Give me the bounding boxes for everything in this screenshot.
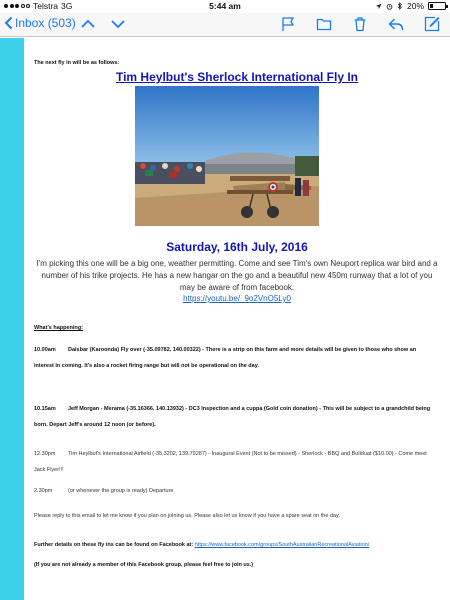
schedule-time: 2.30pm: [34, 488, 53, 494]
trash-icon[interactable]: [352, 16, 368, 32]
facebook-note: (If you are not already a member of this Facebook group, please feel free to join us.): [34, 562, 254, 568]
status-bar: [0, 0, 450, 13]
mail-toolbar: [0, 13, 450, 37]
chevron-down-icon[interactable]: [110, 16, 126, 32]
schedule-item: [34, 483, 434, 499]
whats-happening-heading: What's happening:: [34, 325, 83, 331]
facebook-link[interactable]: https://www.facebook.com/groups/SouthAustralianRecreationalAviation/: [194, 542, 370, 548]
mailbox-sidebar-strip: [0, 38, 24, 600]
event-title: Tim Heylbut's Sherlock International Fly In: [115, 70, 358, 84]
facebook-intro: Further details on these fly ins can be found on Facebook at:: [34, 542, 194, 548]
video-link[interactable]: https://youtu.be/_9o2VnO5Ly0: [183, 294, 291, 303]
network-label: 3G: [61, 1, 73, 11]
bluetooth-icon: [397, 2, 403, 10]
inbox-back-button[interactable]: [4, 16, 76, 30]
chevron-left-icon: [4, 16, 13, 30]
schedule-text: Daisbar (Karoonda) Fly over (-35.09782, 140.00322) - There is a strip on this farm and more details will be given to those who show an interest in coming. It's also a rocket firing range but will not be operational on the day.: [34, 347, 417, 369]
schedule-text: Tim Heylbut's International Airfield (-35.3202, 139.79287) - Inaugural Event (Not to be missed) - Sherlock - BBQ and Bullduat ($10.00) - Come meet Jack Flyer!!!: [34, 451, 427, 473]
reply-note: Please reply to this email to let me know if you plan on joining us. Please also let us know if you have a spare seat on the day.: [34, 513, 340, 519]
facebook-details: [34, 542, 439, 548]
battery-icon: [428, 2, 446, 10]
schedule-time: 12.30pm: [34, 451, 56, 457]
airfield-photo: [135, 86, 319, 226]
schedule-time: 10.15am: [34, 406, 56, 412]
schedule-item: [34, 401, 434, 433]
schedule-text: Jeff Morgan - Merama (-35.16366, 140.13932) - DC3 Inspection and a cuppa (Gold coin donation) - This will be subject to a grandchild being born. Depart Jeff's around 12 noon (or before).: [34, 406, 431, 428]
intro-text: The next fly in will be as follows:: [34, 60, 120, 66]
schedule-time: 10.00am: [34, 347, 56, 353]
event-description: I'm picking this one will be a big one, weather permitting. Come and see Tim's own Neuport replica war bird and a number of his trike projects. He has a new hangar on the go and a beautiful new 450m runway that a lot of you may be aware of from facebook.: [36, 259, 438, 292]
compose-icon[interactable]: [424, 16, 440, 32]
schedule-item: [34, 446, 434, 478]
message-actions: [280, 16, 440, 32]
schedule-item: [34, 342, 434, 374]
message-navigation: [80, 16, 126, 32]
event-photo: [135, 86, 319, 226]
status-right: [375, 1, 446, 11]
clock: 5:44 am: [209, 1, 241, 11]
alarm-icon: [386, 3, 393, 10]
event-date: Saturday, 16th July, 2016: [166, 240, 308, 254]
location-icon: [375, 3, 382, 10]
carrier-label: Telstra: [33, 1, 59, 11]
folder-icon[interactable]: [316, 16, 332, 32]
flag-icon[interactable]: [280, 16, 296, 32]
schedule-text: (or whenever the group is ready) Departure: [68, 488, 174, 494]
reply-icon[interactable]: [388, 16, 404, 32]
inbox-back-label: Inbox (503): [15, 16, 76, 30]
chevron-up-icon[interactable]: [80, 16, 96, 32]
battery-percent: 20%: [406, 1, 424, 11]
